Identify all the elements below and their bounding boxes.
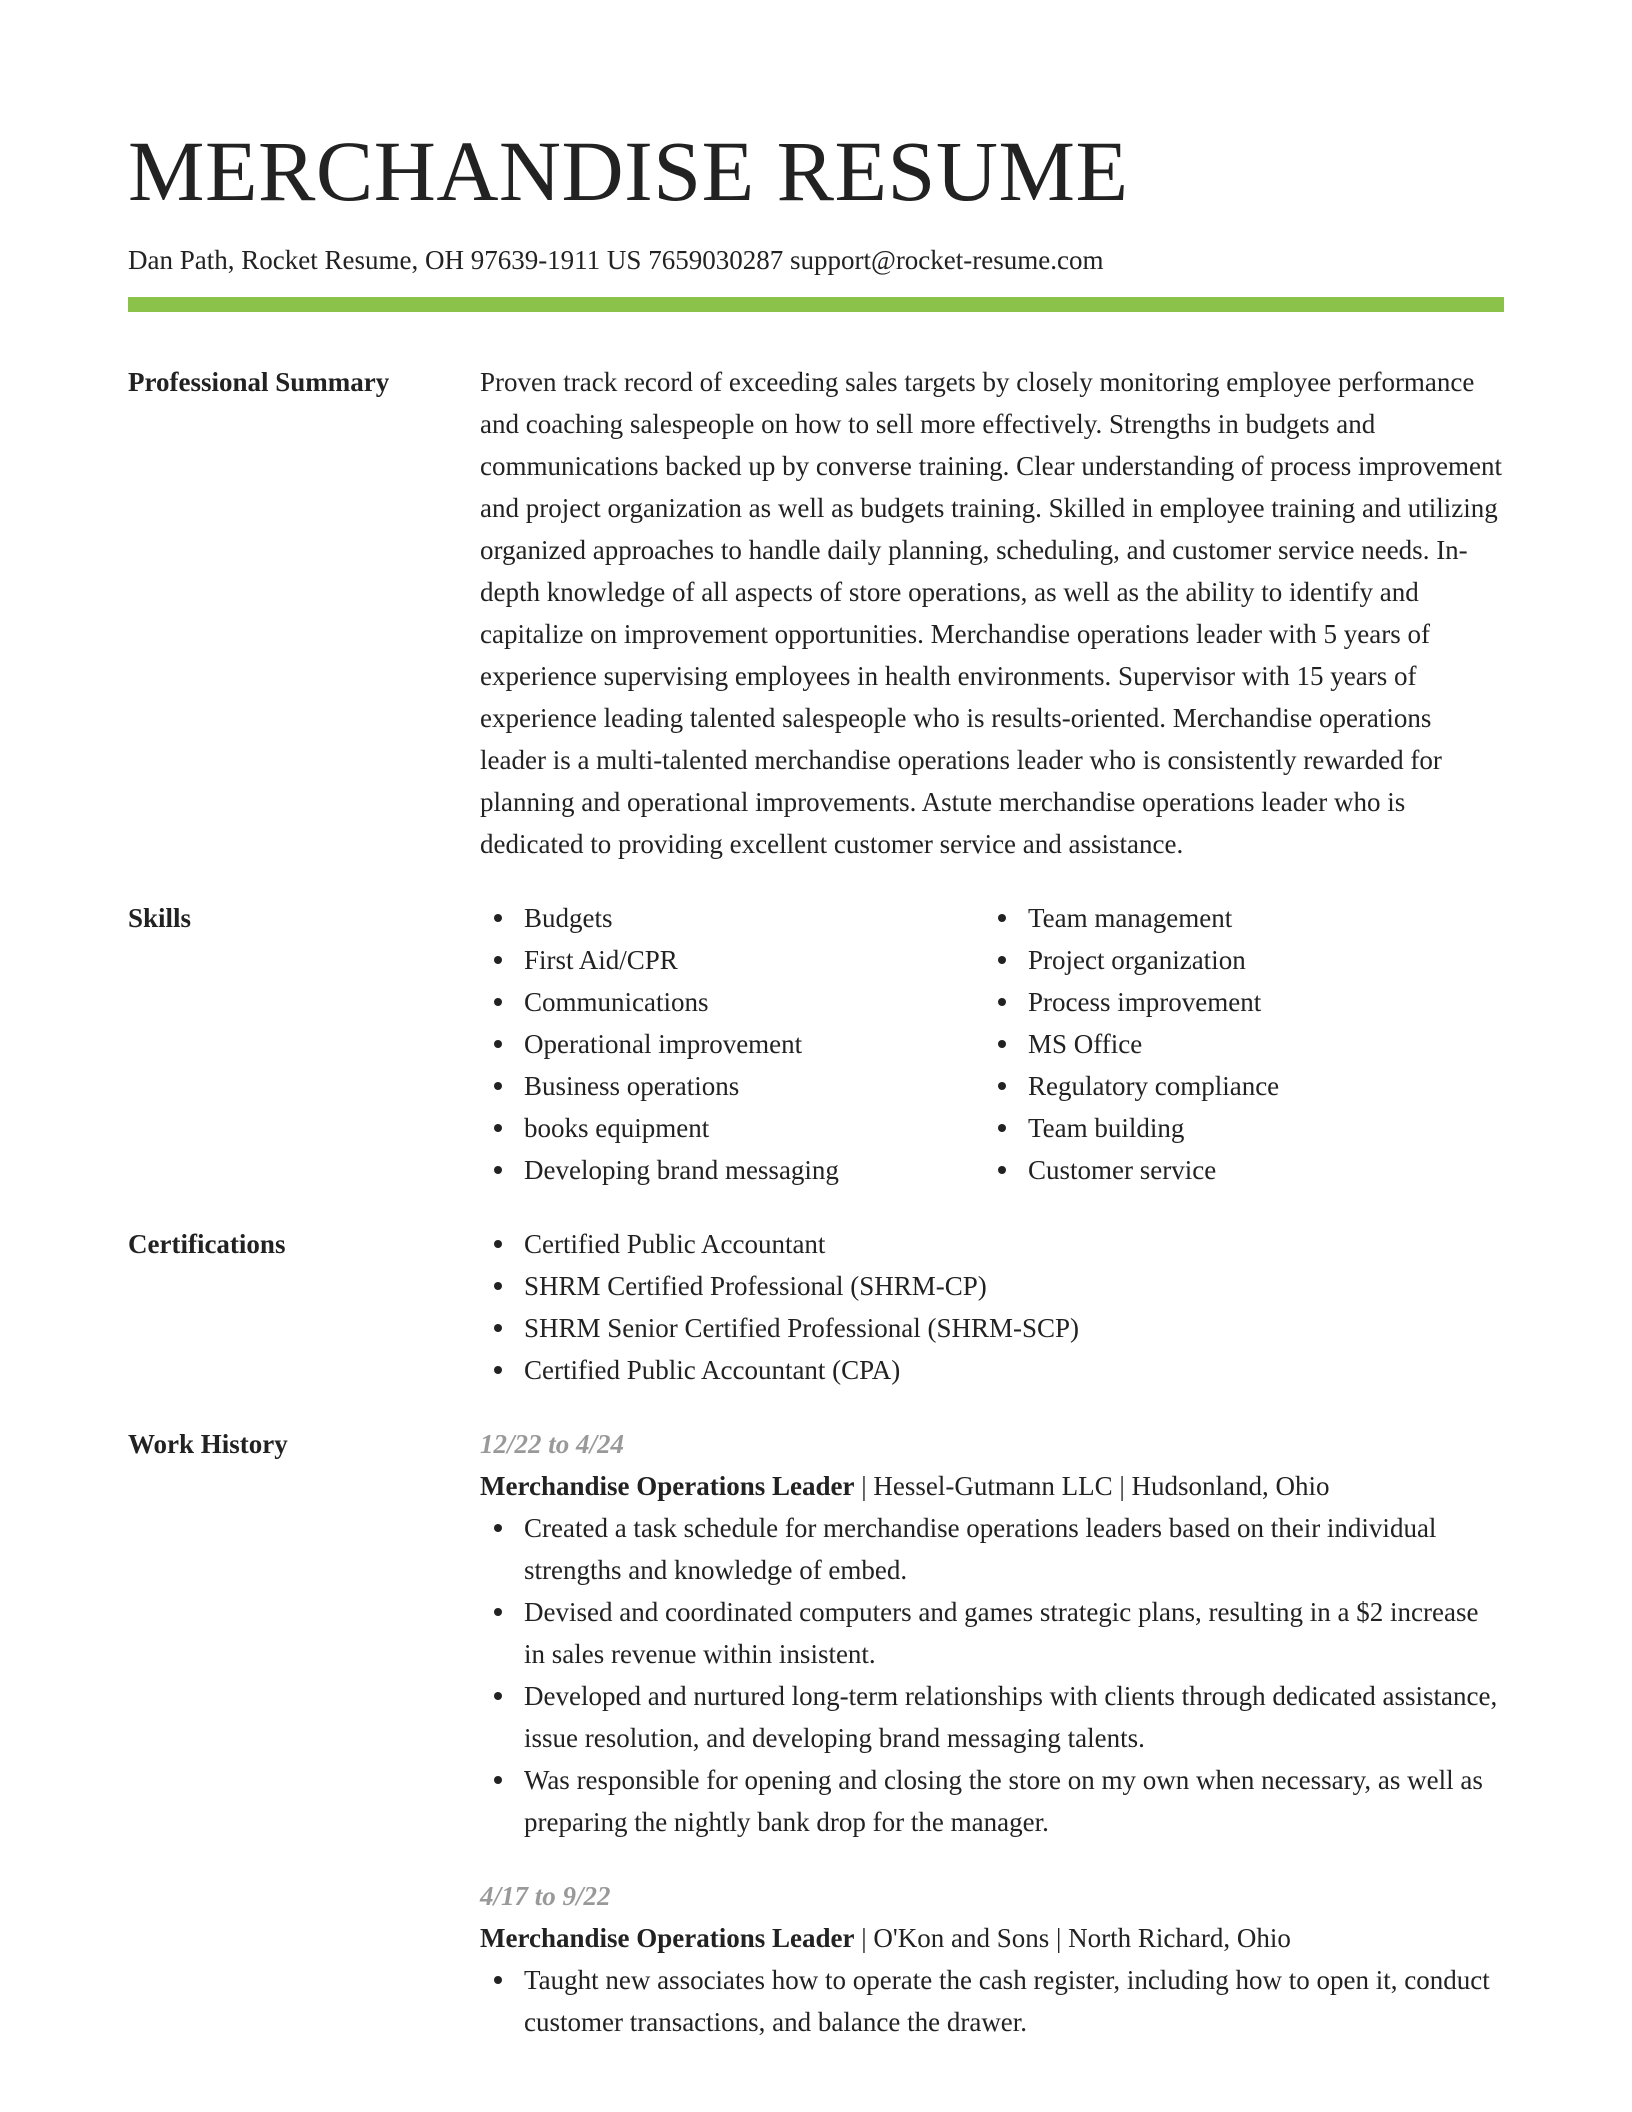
skill-label: Team management: [1028, 903, 1233, 933]
bullet-icon: [494, 1692, 502, 1700]
section-heading: Skills: [128, 903, 192, 933]
bullet-icon: [494, 1240, 502, 1248]
section-body: [480, 1423, 1504, 2043]
list-item: [480, 1223, 1504, 1265]
job-bullet-text: Devised and coordinated computers and games strategic plans, resulting in a $2 increase in sales revenue within insistent.: [524, 1597, 1479, 1669]
skill-label: books equipment: [524, 1113, 710, 1143]
section-heading: Certifications: [128, 1229, 286, 1259]
skills-list-left: [480, 897, 984, 1191]
certifications-list: [480, 1223, 1504, 1391]
bullet-icon: [494, 1082, 502, 1090]
job-bullet-text: Taught new associates how to operate the cash register, including how to open it, conduct customer transactions, and balance the drawer.: [524, 1965, 1490, 2037]
skill-label: Customer service: [1028, 1155, 1217, 1185]
job-bullet-text: Developed and nurtured long-term relationships with clients through dedicated assistance, issue resolution, and developing brand messaging talents.: [524, 1681, 1498, 1753]
bullet-icon: [998, 998, 1006, 1006]
certification-label: SHRM Senior Certified Professional (SHRM-SCP): [524, 1313, 1080, 1343]
section-certifications: [128, 1223, 1504, 1391]
list-item: [480, 981, 984, 1023]
job-entry: [480, 1875, 1504, 2043]
bullet-icon: [494, 1324, 502, 1332]
bullet-icon: [998, 956, 1006, 964]
bullet-icon: [998, 1082, 1006, 1090]
list-item: [984, 1023, 1488, 1065]
accent-divider: [128, 297, 1504, 312]
job-title: Merchandise Operations Leader: [480, 1923, 855, 1953]
list-item: [480, 1507, 1504, 1591]
list-item: [984, 1107, 1488, 1149]
bullet-icon: [998, 1124, 1006, 1132]
bullet-icon: [494, 1040, 502, 1048]
skill-label: Business operations: [524, 1071, 740, 1101]
skill-label: Regulatory compliance: [1028, 1071, 1280, 1101]
skills-columns: [480, 897, 1504, 1191]
list-item: [984, 1149, 1488, 1191]
job-entry: [480, 1423, 1504, 1843]
job-title: Merchandise Operations Leader: [480, 1471, 855, 1501]
bullet-icon: [494, 1282, 502, 1290]
list-item: [984, 1065, 1488, 1107]
skills-list-right: [984, 897, 1488, 1191]
section-skills: [128, 897, 1504, 1191]
bullet-icon: [494, 1124, 502, 1132]
bullet-icon: [494, 1976, 502, 1984]
bullet-icon: [494, 914, 502, 922]
section-body: [480, 361, 1504, 865]
bullet-icon: [494, 1166, 502, 1174]
list-item: [480, 1107, 984, 1149]
list-item: [480, 897, 984, 939]
job-dates: 4/17 to 9/22: [480, 1881, 611, 1911]
section-heading: Professional Summary: [128, 367, 390, 397]
list-item: [480, 1759, 1504, 1843]
skill-label: Communications: [524, 987, 709, 1017]
job-bullet-text: Was responsible for opening and closing the store on my own when necessary, as well as preparing the nightly bank drop for the manager.: [524, 1765, 1483, 1837]
list-item: [480, 1959, 1504, 2043]
certification-label: Certified Public Accountant (CPA): [524, 1355, 901, 1385]
skill-label: Budgets: [524, 903, 613, 933]
job-heading: [480, 1917, 1504, 1959]
job-employer-location: | O'Kon and Sons | North Richard, Ohio: [854, 1923, 1291, 1953]
list-item: [480, 1065, 984, 1107]
resume-page: [128, 0, 1504, 2043]
bullet-icon: [494, 1776, 502, 1784]
bullet-icon: [998, 914, 1006, 922]
list-item: [480, 939, 984, 981]
list-item: [480, 1265, 1504, 1307]
bullet-icon: [494, 956, 502, 964]
bullet-icon: [494, 1608, 502, 1616]
section-body: [480, 1223, 1504, 1391]
list-item: [480, 1023, 984, 1065]
job-bullets: [480, 1507, 1504, 1843]
skill-label: Team building: [1028, 1113, 1185, 1143]
job-dates: 12/22 to 4/24: [480, 1429, 625, 1459]
bullet-icon: [998, 1040, 1006, 1048]
bullet-icon: [494, 998, 502, 1006]
bullet-icon: [494, 1366, 502, 1374]
contact-line: Dan Path, Rocket Resume, OH 97639-1911 US 7659030287 support@rocket-resume.com: [128, 245, 1104, 275]
bullet-icon: [998, 1166, 1006, 1174]
list-item: [480, 1349, 1504, 1391]
section-heading: Work History: [128, 1429, 288, 1459]
skill-label: Operational improvement: [524, 1029, 803, 1059]
certification-label: Certified Public Accountant: [524, 1229, 826, 1259]
skill-label: MS Office: [1028, 1029, 1143, 1059]
resume-title: MERCHANDISE RESUME: [128, 123, 1129, 219]
list-item: [480, 1307, 1504, 1349]
skill-label: Project organization: [1028, 945, 1246, 975]
bullet-icon: [494, 1524, 502, 1532]
certification-label: SHRM Certified Professional (SHRM-CP): [524, 1271, 987, 1301]
list-item: [480, 1149, 984, 1191]
list-item: [984, 897, 1488, 939]
list-item: [480, 1591, 1504, 1675]
skill-label: Developing brand messaging: [524, 1155, 839, 1185]
job-employer-location: | Hessel-Gutmann LLC | Hudsonland, Ohio: [854, 1471, 1330, 1501]
job-bullet-text: Created a task schedule for merchandise operations leaders based on their individual strengths and knowledge of embed.: [524, 1513, 1437, 1585]
job-heading: [480, 1465, 1504, 1507]
list-item: [984, 981, 1488, 1023]
section-work-history: [128, 1423, 1504, 2043]
job-bullets: [480, 1959, 1504, 2043]
section-professional-summary: [128, 361, 1504, 865]
summary-text: Proven track record of exceeding sales targets by closely monitoring employee performance and coaching salespeople on how to sell more effectively. Strengths in budgets and communications backed up by converse training. Clear understanding of process improvement and project organization as well as budgets training. Skilled in employee training and utilizing organized approaches to handle daily planning, scheduling, and customer service needs. In-depth knowledge of all aspects of store operations, as well as the ability to identify and capitalize on improvement opportunities. Merchandise operations leader with 5 years of experience supervising employees in health environments. Supervisor with 15 years of experience leading talented salespeople who is results-oriented. Merchandise operations leader is a multi-talented merchandise operations leader who is consistently rewarded for planning and operational improvements. Astute merchandise operations leader who is dedicated to providing excellent customer service and assistance.: [480, 367, 1502, 859]
skill-label: First Aid/CPR: [524, 945, 678, 975]
list-item: [984, 939, 1488, 981]
skill-label: Process improvement: [1028, 987, 1262, 1017]
list-item: [480, 1675, 1504, 1759]
